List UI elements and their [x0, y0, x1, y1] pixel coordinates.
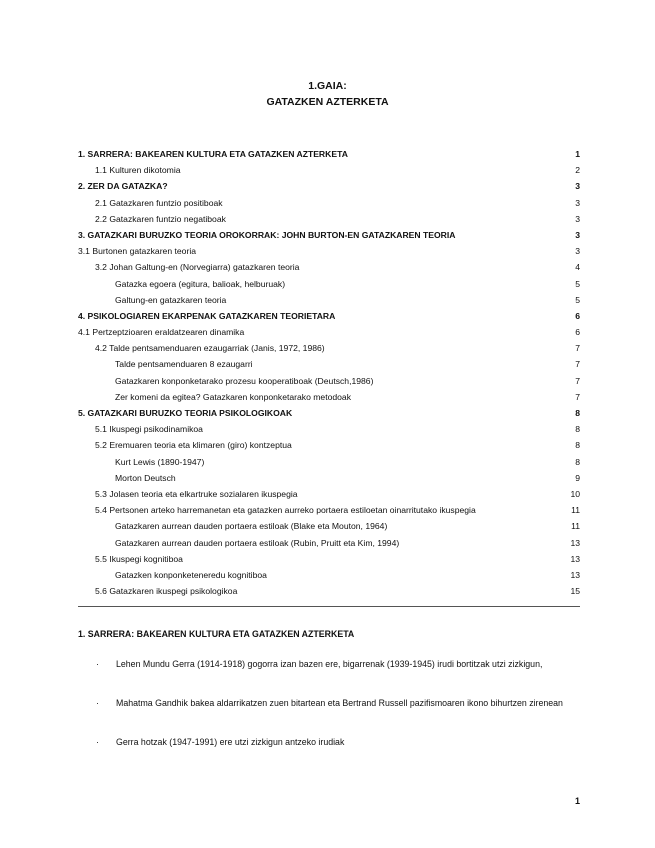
toc-entry-label: 1. SARRERA: BAKEAREN KULTURA ETA GATAZKEN AZTERKETA: [78, 149, 348, 159]
toc-entry-page: 6: [575, 310, 580, 321]
list-item: [78, 734, 580, 751]
toc-entry[interactable]: [78, 535, 580, 551]
toc-entry-page: 1: [575, 149, 580, 159]
toc-entry[interactable]: [78, 243, 580, 259]
toc-entry[interactable]: [78, 470, 580, 486]
toc-entry-page: 3: [575, 229, 580, 240]
toc-entry-label: 5. GATAZKARI BURUZKO TEORIA PSIKOLOGIKOAK: [78, 408, 293, 418]
toc-entry-page: 11: [571, 521, 580, 532]
toc-entry-label: 4.1 Pertzeptzioaren eraldatzearen dinamika: [78, 327, 245, 338]
toc-entry[interactable]: [78, 324, 580, 340]
toc-entry-page: 13: [570, 537, 580, 548]
toc-entry[interactable]: [78, 276, 580, 292]
toc-entry-page: 3: [575, 197, 580, 208]
toc-entry[interactable]: [78, 292, 580, 308]
toc-entry-page: 8: [575, 440, 580, 451]
toc-entry-label: 2.2 Gatazkaren funtzio negatiboak: [95, 213, 226, 224]
toc-entry[interactable]: [78, 356, 580, 372]
toc-entry[interactable]: [78, 421, 580, 437]
toc-entry-page: 5: [575, 278, 580, 289]
toc-entry-label: 5.4 Pertsonen arteko harremanetan eta gatazken aurreko portaera estiloetan oinarritutako ikuspegia: [95, 505, 476, 516]
bullet-text: Lehen Mundu Gerra (1914-1918) gogorra izan bazen ere, bigarrenak (1939-1945) irudi bortitzak utzi zizkigun,: [116, 659, 543, 669]
toc-entry[interactable]: [78, 227, 580, 243]
toc-entry-label: 4. PSIKOLOGIAREN EKARPENAK GATAZKAREN TEORIETARA: [78, 310, 336, 321]
toc-entry-label: Gatazka egoera (egitura, balioak, helburuak): [115, 278, 286, 289]
toc-entry-label: Gatazkaren aurrean dauden portaera estiloak (Blake eta Mouton, 1964): [115, 521, 388, 532]
toc-entry[interactable]: [78, 308, 580, 324]
toc-entry-label: Zer komeni da egitea? Gatazkaren konponketarako metodoak: [115, 391, 351, 402]
toc-entry-page: 7: [575, 343, 580, 354]
toc-entry[interactable]: [78, 162, 580, 178]
bullet-text: Mahatma Gandhik bakea aldarrikatzen zuen bitartean eta Bertrand Russell pazifismoaren ikono bihurtzen zirenean: [116, 698, 563, 708]
toc-entry[interactable]: [78, 502, 580, 518]
toc-entry-page: 8: [575, 424, 580, 435]
toc-entry[interactable]: [78, 551, 580, 567]
toc-entry-page: 3: [575, 213, 580, 224]
toc-entry-label: 5.3 Jolasen teoria eta elkartruke sozialaren ikuspegia: [95, 488, 298, 499]
toc-entry[interactable]: [78, 211, 580, 227]
list-item: [78, 656, 580, 673]
toc-entry-page: 5: [575, 294, 580, 305]
section-heading: 1. SARRERA: BAKEAREN KULTURA ETA GATAZKEN AZTERKETA: [78, 629, 355, 639]
toc-entry-label: 4.2 Talde pentsamenduaren ezaugarriak (Janis, 1972, 1986): [95, 343, 325, 354]
toc-entry-page: 3: [575, 181, 580, 192]
toc-entry-page: 3: [575, 246, 580, 257]
toc-entry[interactable]: [78, 583, 580, 599]
toc-entry-label: Galtung-en gatazkaren teoria: [115, 294, 227, 305]
toc-entry[interactable]: [78, 518, 580, 534]
toc-entry-label: Kurt Lewis (1890-1947): [115, 456, 205, 467]
toc-entry-page: 7: [575, 391, 580, 402]
chapter-title: GATAZKEN AZTERKETA: [266, 96, 389, 108]
bullet-marker: ·: [96, 737, 99, 747]
toc-entry-label: 3.1 Burtonen gatazkaren teoria: [78, 246, 197, 257]
toc-entry-label: Talde pentsamenduaren 8 ezaugarri: [115, 359, 253, 370]
toc-entry-label: 5.6 Gatazkaren ikuspegi psikologikoa: [95, 586, 238, 597]
page-number: 1: [574, 796, 580, 806]
toc-entry-page: 4: [575, 262, 580, 273]
toc-entry-label: 3.2 Johan Galtung-en (Norvegiarra) gatazkaren teoria: [95, 262, 300, 273]
toc-entry[interactable]: [78, 486, 580, 502]
toc-entry-page: 2: [575, 165, 580, 176]
bullet-text: Gerra hotzak (1947-1991) ere utzi zizkigun antzeko irudiak: [116, 737, 345, 747]
bullet-marker: ·: [96, 659, 99, 669]
toc-entry-label: 2.1 Gatazkaren funtzio positiboak: [95, 197, 223, 208]
toc-entry-page: 13: [570, 569, 580, 580]
toc-entry-page: 10: [570, 488, 580, 499]
toc-entry[interactable]: [78, 259, 580, 275]
toc-entry[interactable]: [78, 340, 580, 356]
toc-entry-page: 9: [575, 472, 580, 483]
toc-entry-page: 13: [570, 553, 580, 564]
toc-entry[interactable]: [78, 178, 580, 194]
toc-entry-label: Morton Deutsch: [115, 472, 176, 483]
toc-entry-label: Gatazkaren konponketarako prozesu kooperatiboak (Deutsch,1986): [115, 375, 374, 386]
toc-entry[interactable]: [78, 405, 580, 421]
table-of-contents: [78, 146, 580, 599]
toc-entry[interactable]: [78, 146, 580, 162]
toc-entry-page: 8: [575, 456, 580, 467]
toc-entry-page: 7: [575, 359, 580, 370]
toc-entry-page: 11: [571, 505, 580, 516]
divider: [78, 606, 580, 607]
toc-entry-label: 3. GATAZKARI BURUZKO TEORIA OROKORRAK: JOHN BURTON-EN GATAZKAREN TEORIA: [78, 229, 456, 240]
toc-entry[interactable]: [78, 567, 580, 583]
toc-entry[interactable]: [78, 389, 580, 405]
toc-entry-label: 1.1 Kulturen dikotomia: [95, 165, 181, 176]
toc-entry[interactable]: [78, 437, 580, 453]
toc-entry-label: Gatazkaren aurrean dauden portaera estiloak (Rubin, Pruitt eta Kim, 1994): [115, 537, 400, 548]
toc-entry-label: Gatazken konponketeneredu kognitiboa: [115, 569, 267, 580]
toc-entry-label: 5.1 Ikuspegi psikodinamikoa: [95, 424, 203, 435]
toc-entry-page: 6: [575, 327, 580, 338]
toc-entry-label: 5.5 Ikuspegi kognitiboa: [95, 553, 183, 564]
toc-entry-label: 5.2 Eremuaren teoria eta klimaren (giro) kontzeptua: [95, 440, 292, 451]
toc-entry[interactable]: [78, 195, 580, 211]
chapter-number: 1.GAIA:: [308, 80, 347, 92]
toc-entry-page: 15: [570, 586, 580, 597]
toc-entry-page: 7: [575, 375, 580, 386]
list-item: [78, 695, 580, 712]
bullet-marker: ·: [96, 698, 99, 708]
toc-entry-page: 8: [575, 408, 580, 418]
bullet-list: [78, 656, 580, 751]
toc-entry[interactable]: [78, 454, 580, 470]
toc-entry[interactable]: [78, 373, 580, 389]
toc-entry-label: 2. ZER DA GATAZKA?: [78, 181, 168, 192]
